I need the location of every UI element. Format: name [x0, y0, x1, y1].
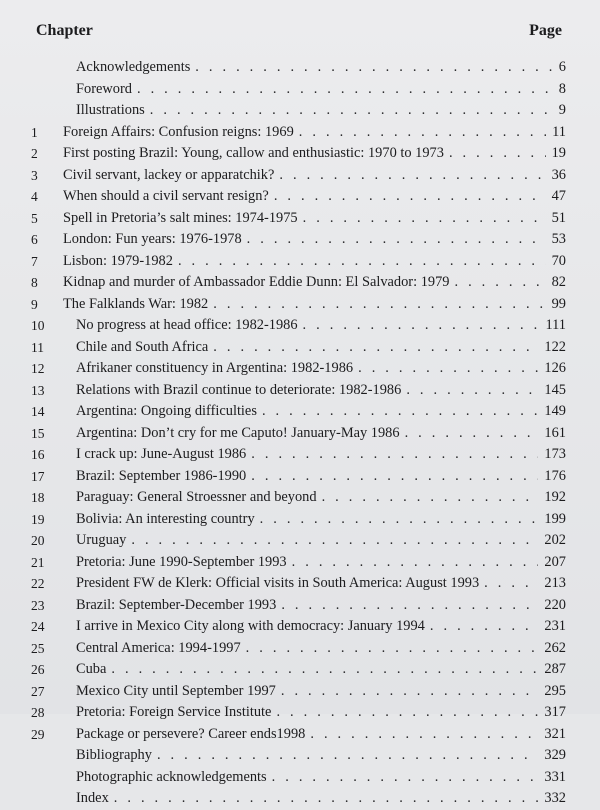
page-number: 149	[544, 403, 566, 419]
toc-entry	[0, 444, 600, 466]
toc-entry-line	[63, 165, 566, 187]
toc-entry	[0, 659, 600, 681]
page-number: 111	[545, 317, 566, 333]
chapter-number: 4	[31, 189, 38, 204]
page-number: 331	[544, 768, 566, 785]
chapter-column-heading: Chapter	[36, 22, 93, 39]
dot-leader	[111, 659, 538, 681]
toc-entry	[0, 724, 600, 746]
page-number: 173	[544, 446, 566, 462]
entry-title: Uruguay	[76, 532, 127, 548]
toc-entry-line	[76, 767, 566, 789]
page-column-heading: Page	[529, 22, 562, 39]
entry-title: Bolivia: An interesting country	[76, 510, 255, 527]
entry-title: Foreign Affairs: Confusion reigns: 1969	[63, 123, 294, 140]
toc-entry-line	[76, 423, 566, 445]
chapter-number: 12	[31, 361, 45, 376]
chapter-number: 22	[31, 576, 45, 591]
page-number: 36	[551, 166, 566, 183]
entry-title: Foreword	[76, 80, 132, 97]
entry-title: Civil servant, lackey or apparatchik?	[63, 166, 275, 183]
chapter-number: 10	[31, 318, 45, 333]
dot-leader	[281, 595, 538, 617]
entry-title: Brazil: September-December 1993	[76, 596, 277, 613]
toc-entry-line	[76, 444, 566, 466]
toc-entry	[0, 229, 600, 251]
chapter-number: 8	[31, 275, 38, 290]
toc-entry-line	[63, 251, 566, 273]
toc-entry-line	[63, 208, 566, 230]
toc-entry	[0, 423, 600, 445]
toc-entry-line	[76, 616, 566, 638]
toc-entry-line	[76, 401, 566, 423]
dot-leader	[292, 552, 539, 574]
entry-title: I arrive in Mexico City along with democracy: January 1994	[76, 618, 425, 634]
chapter-number: 21	[31, 554, 45, 570]
page-number: 8	[558, 80, 566, 97]
toc-entry	[0, 573, 600, 595]
chapter-number: 23	[31, 597, 45, 613]
page-number: 329	[544, 747, 566, 763]
toc-entry-line	[76, 509, 566, 531]
chapter-number: 3	[31, 167, 38, 183]
page-number: 70	[551, 252, 566, 269]
dot-leader	[272, 767, 539, 789]
page-number: 262	[544, 639, 566, 656]
toc-header	[36, 22, 562, 44]
toc-entry	[0, 186, 600, 208]
dot-leader	[150, 100, 553, 122]
toc-entry	[0, 380, 600, 402]
chapter-number: 14	[31, 404, 45, 419]
toc-entry	[0, 530, 600, 552]
dot-leader	[406, 380, 538, 402]
toc-entry	[0, 315, 600, 337]
dot-leader	[276, 702, 538, 724]
toc-entry	[0, 466, 600, 488]
chapter-number: 29	[31, 726, 45, 742]
dot-leader	[213, 337, 538, 359]
dot-leader	[281, 681, 539, 703]
toc-entry-line	[76, 702, 566, 724]
page-number: 6	[558, 59, 566, 75]
toc-entry-line	[63, 186, 566, 208]
entry-title: Paraguay: General Stroessner and beyond	[76, 489, 317, 505]
dot-leader	[131, 530, 538, 552]
toc-entry	[0, 745, 600, 767]
entry-title: Illustrations	[76, 102, 145, 118]
toc-entry	[0, 251, 600, 273]
toc-entry	[0, 100, 600, 122]
toc-entry-line	[63, 229, 566, 251]
toc-entry	[0, 487, 600, 509]
toc-entry-line	[76, 573, 566, 595]
dot-leader	[213, 294, 545, 316]
chapter-number: 9	[31, 296, 38, 312]
chapter-number: 2	[31, 146, 38, 161]
toc-entry-line	[76, 57, 566, 79]
page-number: 82	[551, 274, 566, 290]
toc-entry	[0, 638, 600, 660]
toc-entry	[0, 509, 600, 531]
toc-entry	[0, 208, 600, 230]
page-number: 207	[544, 553, 566, 570]
entry-title: Pretoria: Foreign Service Institute	[76, 704, 272, 720]
dot-leader	[310, 724, 538, 746]
dot-leader	[260, 509, 539, 531]
chapter-number: 11	[31, 339, 44, 355]
page-number: 321	[544, 725, 566, 742]
page-number: 126	[544, 360, 566, 376]
toc-entry-line	[76, 638, 566, 660]
chapter-number: 15	[31, 425, 45, 441]
entry-title: Central America: 1994-1997	[76, 639, 241, 656]
chapter-number: 28	[31, 705, 45, 720]
chapter-number: 13	[31, 382, 45, 398]
page-number: 47	[551, 188, 566, 204]
toc-entry-line	[76, 380, 566, 402]
toc-entry-line	[76, 788, 566, 810]
chapter-number: 19	[31, 511, 45, 527]
chapter-number: 24	[31, 619, 45, 634]
dot-leader	[405, 423, 539, 445]
entry-title: Index	[76, 790, 109, 806]
chapter-number: 26	[31, 662, 45, 677]
toc-entry-line	[76, 595, 566, 617]
dot-leader	[484, 573, 538, 595]
toc-entry-line	[76, 552, 566, 574]
dot-leader	[195, 57, 553, 79]
page-number: 287	[544, 661, 566, 677]
toc-entry-line	[76, 358, 566, 380]
page-number: 213	[544, 575, 566, 591]
page-number: 53	[551, 231, 566, 247]
entry-title: I crack up: June-August 1986	[76, 446, 247, 462]
toc-entry	[0, 788, 600, 810]
dot-leader	[178, 251, 546, 273]
page-number: 122	[544, 338, 566, 355]
toc-entry	[0, 358, 600, 380]
entry-title: Kidnap and murder of Ambassador Eddie Dunn: El Salvador: 1979	[63, 274, 450, 290]
dot-leader	[358, 358, 538, 380]
entry-title: Afrikaner constituency in Argentina: 1982-1986	[76, 360, 354, 376]
page-number: 231	[544, 618, 566, 634]
toc-entry	[0, 681, 600, 703]
entry-title: The Falklands War: 1982	[63, 295, 209, 312]
toc-entry	[0, 616, 600, 638]
page-number: 51	[551, 209, 566, 226]
chapter-number: 6	[31, 232, 38, 247]
page-number: 161	[544, 424, 566, 441]
toc-entry-line	[76, 530, 566, 552]
toc-entry	[0, 767, 600, 789]
chapter-number: 16	[31, 447, 45, 462]
toc-entry-line	[63, 143, 566, 165]
toc-entry	[0, 165, 600, 187]
toc-entry	[0, 401, 600, 423]
entry-title: Brazil: September 1986-1990	[76, 467, 247, 484]
dot-leader	[322, 487, 539, 509]
page-number: 99	[551, 295, 566, 312]
toc-entry	[0, 337, 600, 359]
toc-entry-line	[63, 294, 566, 316]
page-number: 19	[551, 145, 566, 161]
toc-entry	[0, 552, 600, 574]
toc-entry-line	[76, 466, 566, 488]
toc-entry	[0, 595, 600, 617]
chapter-number: 17	[31, 468, 45, 484]
chapter-number: 25	[31, 640, 45, 656]
toc-entry-line	[76, 100, 566, 122]
page-number: 192	[544, 489, 566, 505]
toc-entry-line	[76, 315, 566, 337]
page-number: 295	[544, 682, 566, 699]
dot-leader	[157, 745, 538, 767]
entry-title: Lisbon: 1979-1982	[63, 252, 173, 269]
toc-entry	[0, 272, 600, 294]
entry-title: Mexico City until September 1997	[76, 682, 276, 699]
page-number: 176	[544, 467, 566, 484]
page-number: 332	[544, 790, 566, 806]
dot-leader	[279, 165, 545, 187]
dot-leader	[454, 272, 545, 294]
toc-entry-line	[76, 745, 566, 767]
entry-title: First posting Brazil: Young, callow and enthusiastic: 1970 to 1973	[63, 145, 444, 161]
dot-leader	[303, 208, 546, 230]
page-number: 317	[544, 704, 566, 720]
page-number: 9	[558, 102, 566, 118]
toc-entry	[0, 122, 600, 144]
dot-leader	[251, 466, 538, 488]
dot-leader	[251, 444, 538, 466]
entry-title: Acknowledgements	[76, 59, 191, 75]
chapter-number: 5	[31, 210, 38, 226]
toc-entry-line	[76, 681, 566, 703]
entry-title: Photographic acknowledgements	[76, 768, 267, 785]
toc-entry-line	[76, 659, 566, 681]
dot-leader	[246, 638, 539, 660]
entry-title: Bibliography	[76, 747, 152, 763]
entry-title: Pretoria: June 1990-September 1993	[76, 553, 287, 570]
entry-title: Relations with Brazil continue to deteriorate: 1982-1986	[76, 381, 402, 398]
table-of-contents	[0, 57, 600, 810]
toc-entry	[0, 702, 600, 724]
toc-entry-line	[76, 337, 566, 359]
dot-leader	[430, 616, 539, 638]
entry-title: Argentina: Ongoing difficulties	[76, 403, 257, 419]
page-number: 202	[544, 532, 566, 548]
entry-title: Argentina: Don’t cry for me Caputo! January-May 1986	[76, 424, 400, 441]
toc-entry-line	[63, 272, 566, 294]
entry-title: Package or persevere? Career ends1998	[76, 725, 306, 742]
toc-entry-line	[63, 122, 566, 144]
toc-entry-line	[76, 487, 566, 509]
entry-title: When should a civil servant resign?	[63, 188, 269, 204]
chapter-number: 7	[31, 253, 38, 269]
chapter-number: 18	[31, 490, 45, 505]
chapter-number: 1	[31, 124, 38, 140]
chapter-number: 20	[31, 533, 45, 548]
dot-leader	[262, 401, 538, 423]
dot-leader	[303, 315, 540, 337]
dot-leader	[299, 122, 546, 144]
dot-leader	[137, 79, 553, 101]
entry-title: London: Fun years: 1976-1978	[63, 231, 242, 247]
entry-title: President FW de Klerk: Official visits in South America: August 1993	[76, 575, 480, 591]
toc-entry-line	[76, 79, 566, 101]
chapter-number: 27	[31, 683, 45, 699]
entry-title: Chile and South Africa	[76, 338, 209, 355]
entry-title: No progress at head office: 1982-1986	[76, 317, 298, 333]
page-number: 220	[544, 596, 566, 613]
page-number: 11	[552, 123, 566, 140]
page-number: 199	[544, 510, 566, 527]
dot-leader	[449, 143, 546, 165]
dot-leader	[247, 229, 546, 251]
toc-entry	[0, 143, 600, 165]
entry-title: Cuba	[76, 661, 107, 677]
toc-entry	[0, 57, 600, 79]
toc-entry	[0, 294, 600, 316]
page-number: 145	[544, 381, 566, 398]
entry-title: Spell in Pretoria’s salt mines: 1974-1975	[63, 209, 298, 226]
toc-entry	[0, 79, 600, 101]
dot-leader	[114, 788, 539, 810]
toc-entry-line	[76, 724, 566, 746]
dot-leader	[274, 186, 546, 208]
